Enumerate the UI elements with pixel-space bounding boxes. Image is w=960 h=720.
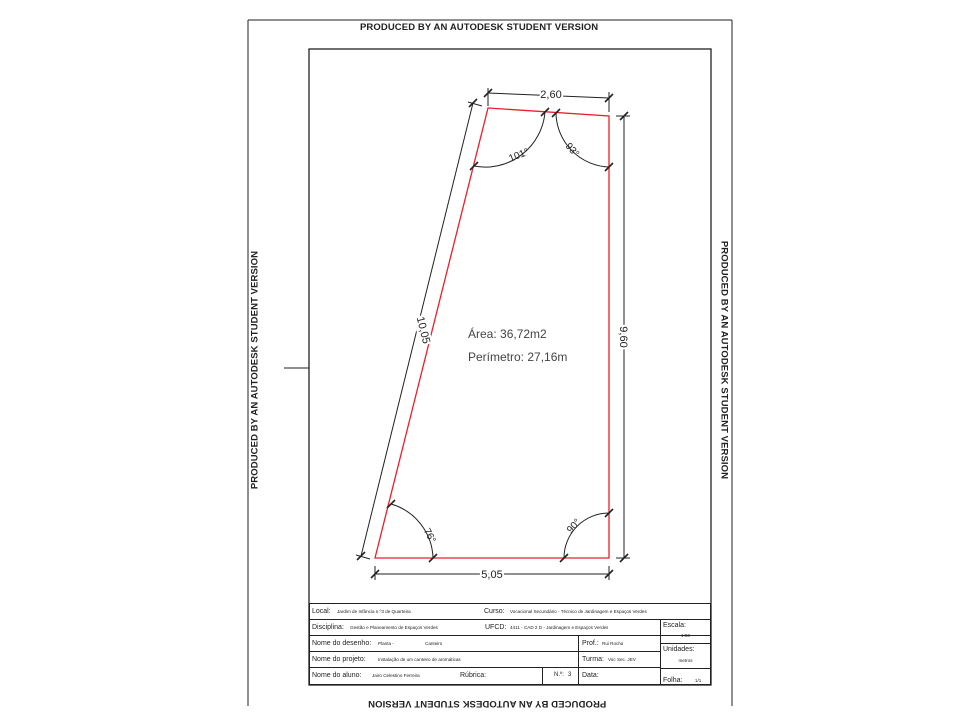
dimension-label-right: 9,60 bbox=[617, 326, 629, 348]
nome-projeto-label: Nome do projeto: bbox=[312, 656, 366, 663]
perimeter-text: Perímetro: 27,16m bbox=[468, 350, 568, 364]
prof-value: Rui Rocha bbox=[602, 641, 624, 646]
numero-label: N.º: bbox=[554, 672, 564, 678]
folha-box bbox=[660, 669, 710, 685]
watermark-top: PRODUCED BY AN AUTODESK STUDENT VERSION bbox=[360, 22, 599, 33]
data-label: Data: bbox=[582, 672, 599, 679]
title-row-aluno bbox=[310, 668, 660, 685]
drawing-frame bbox=[309, 49, 711, 685]
folha-label: Folha: bbox=[663, 677, 683, 684]
divider-turma bbox=[578, 652, 579, 667]
prof-label: Prof.: bbox=[582, 640, 599, 647]
dimension-label-top: 2,60 bbox=[540, 89, 562, 101]
curso-label: Curso: bbox=[484, 608, 505, 615]
ufcd-value: 4411 - CAD 2 D - Jardinagem e Espaços Verdes bbox=[510, 625, 609, 630]
area-text: Área: 36,72m2 bbox=[468, 327, 547, 341]
title-row-desenho bbox=[310, 636, 660, 652]
nome-desenho-label: Nome do desenho: bbox=[312, 640, 372, 647]
dimension-label-left: 10,05 bbox=[413, 315, 433, 346]
curso-value: Vocacional Secundário - Técnico de Jardinagem e Espaços Verdes bbox=[510, 609, 647, 614]
unidades-label: Unidades: bbox=[663, 646, 695, 653]
nome-desenho-value: Planta - bbox=[378, 641, 394, 646]
arc-top-right bbox=[556, 113, 609, 167]
watermark-right: PRODUCED BY AN AUTODESK STUDENT VERSION bbox=[718, 240, 730, 480]
divider-data bbox=[578, 668, 579, 684]
ufcd-label: UFCD: bbox=[485, 624, 507, 631]
numero-value: 3 bbox=[568, 672, 572, 678]
turma-value: Voc Sec. JEV bbox=[608, 657, 636, 662]
escala-box bbox=[660, 620, 710, 644]
nome-aluno-value: Jairo Celestino Ferreira bbox=[372, 673, 420, 678]
disciplina-value: Gestão e Planeamento de Espaços Verdes bbox=[350, 625, 438, 630]
angle-label-bottom-right: 90° bbox=[564, 517, 584, 536]
local-value: Jardim de Infância n.º3 de Quarteira bbox=[337, 609, 411, 614]
unidades-box bbox=[660, 644, 710, 669]
angle-label-top-right: 93° bbox=[562, 141, 582, 160]
escala-value: 1:50 bbox=[681, 633, 690, 638]
angle-label-top-left: 101° bbox=[507, 146, 531, 165]
angle-label-bottom-left: 76° bbox=[420, 526, 438, 546]
title-block bbox=[309, 603, 711, 685]
nome-desenho-value2: Canteiro bbox=[425, 641, 443, 646]
title-row-projeto bbox=[310, 652, 660, 668]
arc-bottom-right bbox=[564, 513, 609, 558]
local-label: Local: bbox=[312, 608, 331, 615]
turma-label: Turma: bbox=[582, 656, 604, 663]
title-row-disciplina bbox=[310, 620, 710, 636]
title-row-local bbox=[310, 604, 710, 620]
divider-numero bbox=[542, 668, 543, 684]
unidades-value: metros bbox=[678, 658, 693, 663]
dimension-label-bottom: 5,05 bbox=[481, 569, 503, 581]
watermark-left: PRODUCED BY AN AUTODESK STUDENT VERSION bbox=[249, 250, 261, 490]
nome-projeto-value: Instalação de um canteiro de aromáticas bbox=[378, 657, 461, 662]
watermark-bottom: PRODUCED BY AN AUTODESK STUDENT VERSION bbox=[368, 698, 607, 709]
divider-prof bbox=[578, 636, 579, 651]
escala-label: Escala: bbox=[663, 622, 686, 629]
nome-aluno-label: Nome do aluno: bbox=[312, 672, 362, 679]
folha-value: 1/1 bbox=[694, 678, 702, 683]
rubrica-label: Rúbrica: bbox=[460, 672, 487, 679]
disciplina-label: Disciplina: bbox=[312, 624, 344, 631]
